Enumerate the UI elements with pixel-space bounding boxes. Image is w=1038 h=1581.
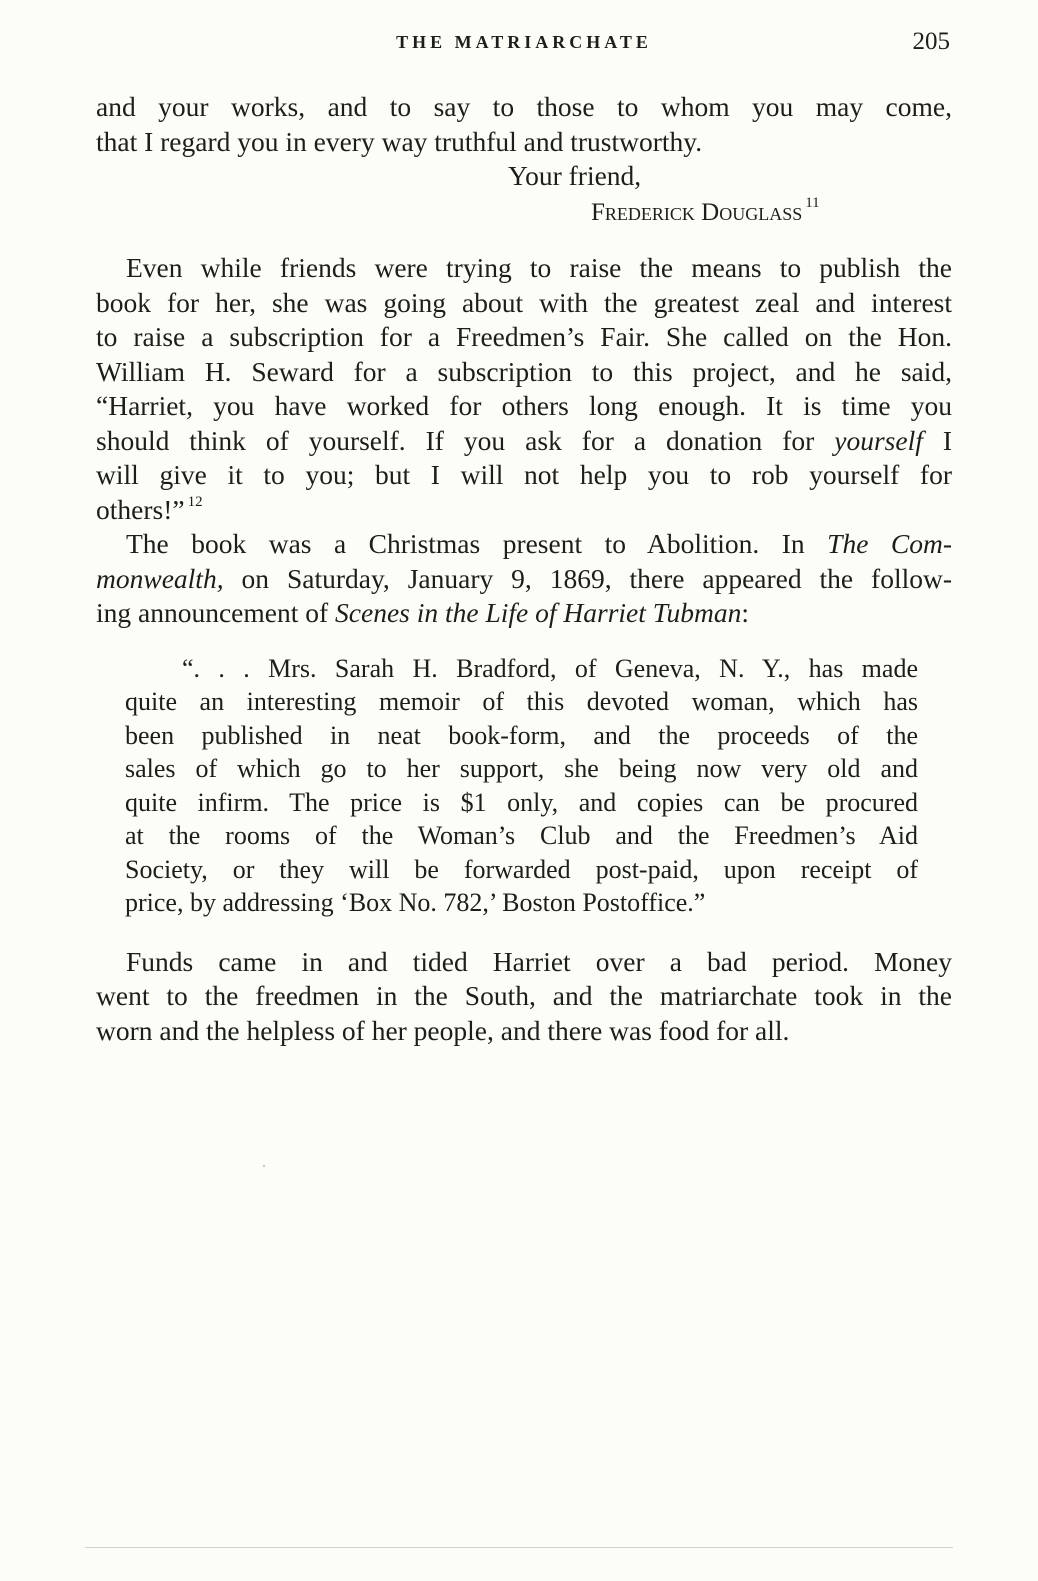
letter-closing: Your friend, [508, 160, 642, 191]
paragraph-line: book for her, she was going about with the greatest zeal and interest [96, 286, 952, 318]
paragraph-line [96, 527, 952, 562]
quotation-line: sales of which go to her support, she being now very old and [125, 754, 918, 783]
paragraph-line: to raise a subscription for a Freedmen’s Fair. She called on the Hon. [96, 321, 952, 352]
paragraph-line [96, 596, 952, 631]
quotation-line: been published in neat book-form, and the proceeds of the [125, 720, 918, 750]
paragraph-line: Even while friends were trying to raise the means to publish the [126, 252, 952, 283]
quotation-line: quite infirm. The price is $1 only, and copies can be procured [125, 787, 918, 817]
paragraph [96, 527, 952, 631]
quotation-line: quite an interesting memoir of this devoted woman, which has [125, 687, 918, 716]
letter-line: that I regard you in every way truthful and trustworthy. [96, 125, 703, 157]
letter-signature [96, 194, 952, 231]
paragraph-line: Funds came in and tided Harriet over a bad period. Money [126, 945, 952, 977]
title-italic: monwealth, [96, 562, 224, 594]
letter-ending [96, 90, 952, 230]
title-italic: Scenes in the Life of Harriet Tubman [335, 597, 742, 628]
footnote-marker: 11 [805, 194, 820, 211]
line-text: I [942, 424, 953, 456]
footnote-marker: 12 [187, 493, 203, 510]
signature-name: Frederick Douglass [591, 198, 803, 226]
running-title: THE MATRIARCHATE [396, 32, 652, 52]
paragraph-line [96, 493, 952, 528]
scan-edge-line [85, 1547, 953, 1548]
page-number: 205 [912, 28, 950, 55]
line-text: should think of yourself. If you ask for a donation for [96, 424, 815, 456]
paper-speck [263, 1165, 265, 1167]
quotation-line: at the rooms of the Woman’s Club and the Freedmen’s Aid [125, 821, 918, 850]
quotation-line: “. . . Mrs. Sarah H. Bradford, of Geneva, N. Y., has made [182, 653, 918, 683]
emphasis-text: yourself [834, 424, 923, 456]
paragraph-gap [96, 631, 952, 652]
paragraph-gap [96, 230, 952, 251]
line-text: : [741, 597, 750, 628]
running-header [96, 28, 952, 62]
line-text: The book was a Christmas present to Abolition. In [126, 528, 805, 559]
block-quotation [125, 652, 918, 920]
paragraph-line [96, 424, 952, 459]
paragraph-line: will give it to you; but I will not help you to rob yourself for [96, 459, 952, 490]
letter-line: and your works, and to say to those to whom you may come, [96, 91, 952, 122]
title-italic: The Com- [827, 528, 953, 559]
quotation-line: Society, or they will be forwarded post-paid, upon receipt of [125, 854, 918, 884]
paragraph-line: “Harriet, you have worked for others long enough. It is time you [96, 390, 952, 421]
paragraph-line [96, 562, 952, 597]
paragraph [96, 251, 952, 527]
paragraph-line: William H. Seward for a subscription to this project, and he said, [96, 355, 952, 387]
paragraph-line: went to the freedmen in the South, and the matriarchate took in the [96, 980, 952, 1011]
quotation-line: price, by addressing ‘Box No. 782,’ Boston Postoffice.” [125, 888, 706, 917]
paragraph-line: worn and the helpless of her people, and there was food for all. [96, 1014, 790, 1046]
page-body [96, 90, 952, 1048]
paragraph-gap [96, 920, 952, 945]
line-text: ing announcement of [96, 597, 329, 628]
line-text: on Saturday, January 9, 1869, there appeared the follow- [241, 562, 953, 594]
line-text: others!” [96, 493, 185, 525]
paragraph [96, 945, 952, 1049]
